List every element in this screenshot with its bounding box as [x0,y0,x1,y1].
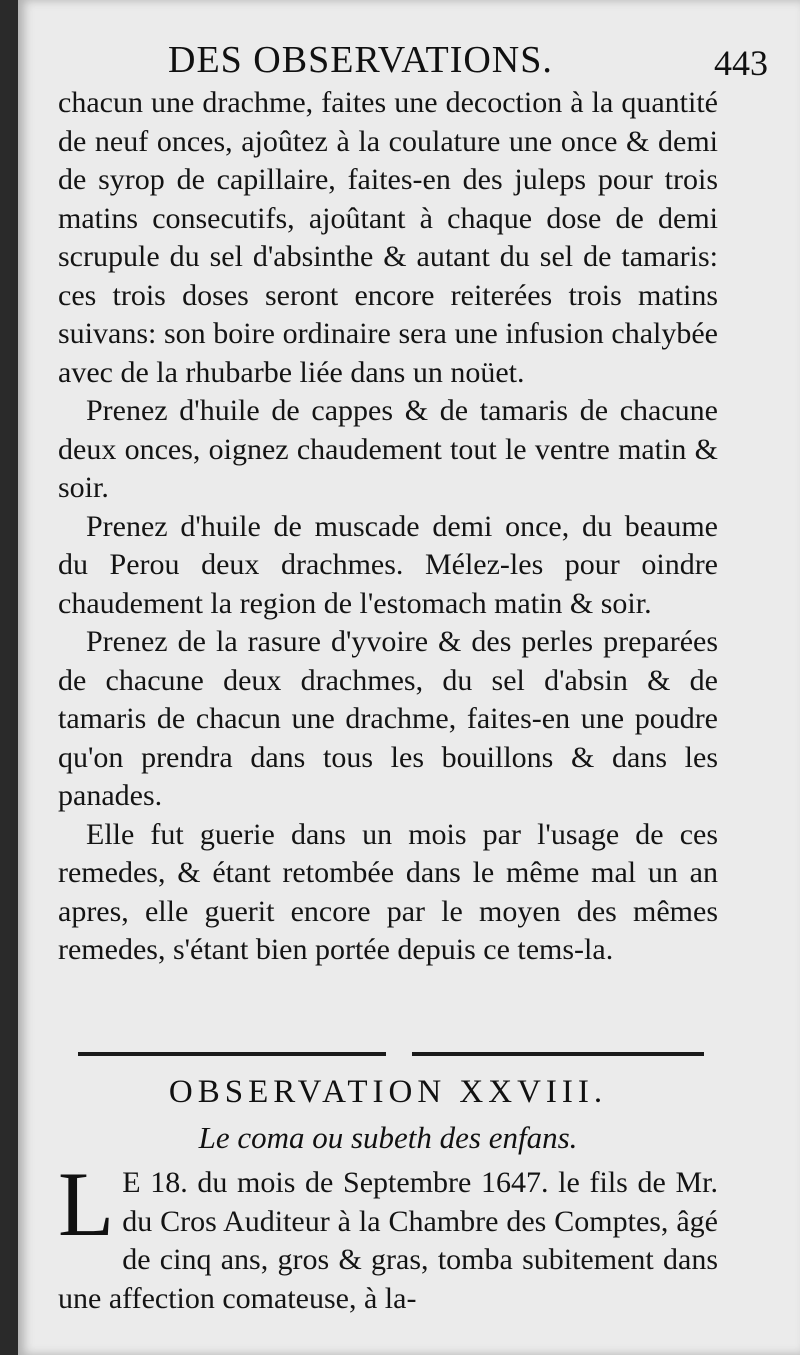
main-text [58,84,718,970]
paragraph-recipe-powder: Prenez de la rasure d'yvoire & des perles preparées de chacune deux drachmes, du sel d'absin & de tamaris de chacun une drachme, faites-en une poudre qu'on prendra dans tous les bouillons & dans les panades. [58,625,718,812]
observation-title: OBSERVATION XXVIII. [168,1074,608,1110]
page-number: 443 [714,43,768,83]
book-page [18,0,800,1355]
observation-subtitle: Le coma ou subeth des enfans. [198,1120,578,1155]
paragraph-recipe-muscade: Prenez d'huile de muscade demi once, du beaume du Perou deux drachmes. Mélez-les pour oindre chaudement la region de l'estomach matin & soir. [58,509,718,620]
observation-body [58,1153,718,1318]
page-header [58,38,768,90]
section-divider-right [412,1052,704,1056]
paragraph-outcome: Elle fut guerie dans un mois par l'usage de ces remedes, & étant retombée dans le même mal un an apres, elle guerit encore par le moyen des mêmes remedes, s'étant bien portée depuis ce tems-la. [58,817,718,966]
paragraph-recipe-oil-cappes: Prenez d'huile de cappes & de tamaris de chacune deux onces, oignez chaudement tout le ventre matin & soir. [58,394,718,504]
drop-cap: L [58,1153,115,1255]
paragraph-continuation: chacun une drachme, faites une decoction à la quantité de neuf onces, ajoûtez à la coulature une once & demi de syrop de capillaire, faites-en des juleps pour trois matins consecutifs, ajoûtant à chaque dose de demi scrupule du sel d'absinthe & autant du sel de tamaris: ces trois doses seront encore reiterées trois matins suivans: son boire ordinaire sera une infusion chalybée avec de la rhubarbe liée dans un noüet. [58,86,718,389]
section-divider-left [78,1052,386,1056]
running-head: DES OBSERVATIONS. [168,39,553,81]
observation-body-text: E 18. du mois de Septembre 1647. le fils de Mr. du Cros Auditeur à la Chambre des Comptes, âgé de cinq ans, gros & gras, tomba subitement dans une affection comateuse, à la- [58,1166,718,1315]
